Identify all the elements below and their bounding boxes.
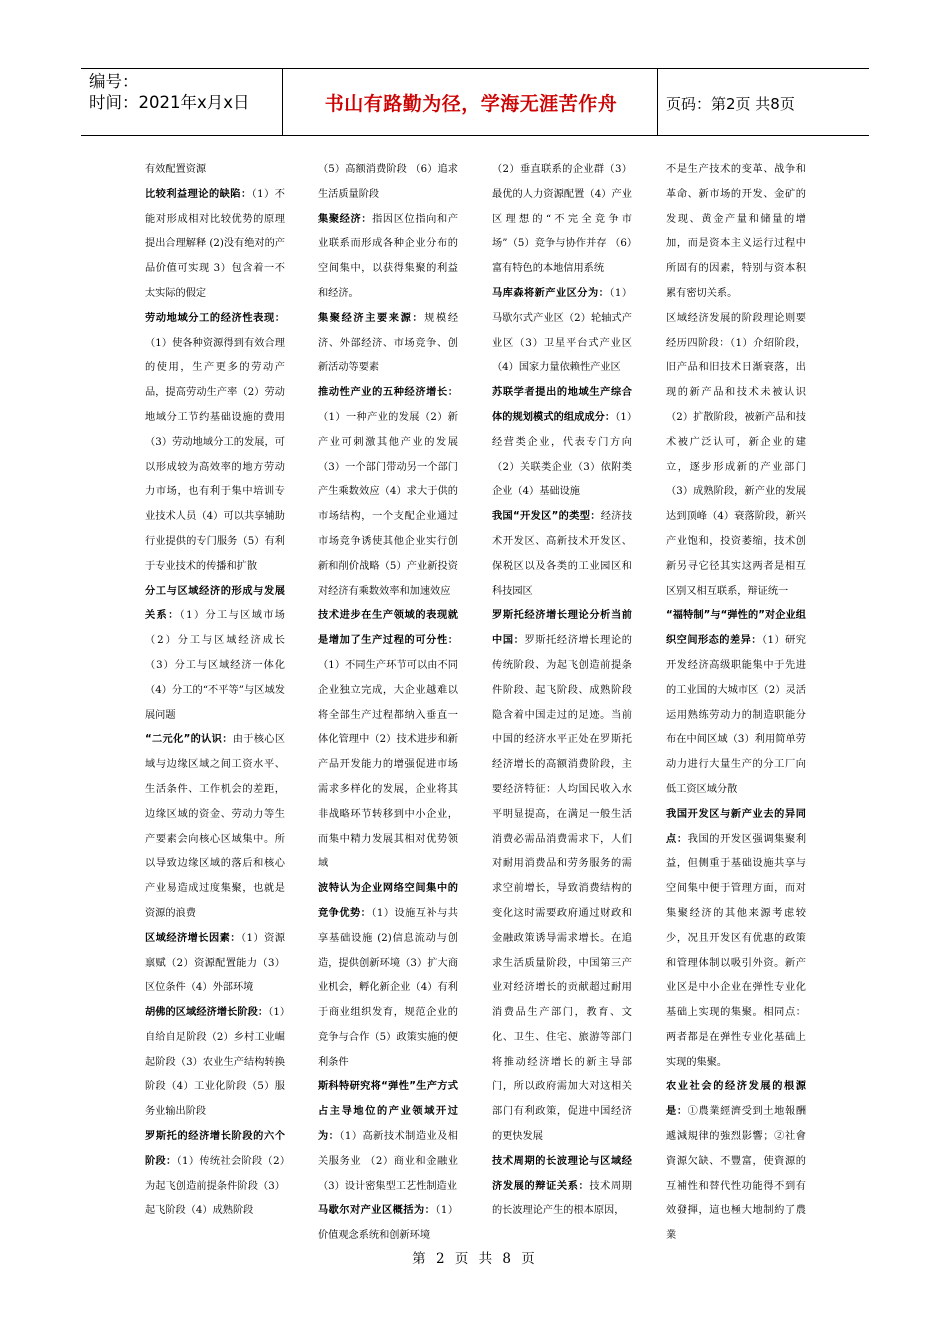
- header-motto: 书山有路勤为径，学海无涯苦作舟: [324, 93, 618, 115]
- paragraph-heading: 农业社会的经济发展的根源是：: [666, 1081, 806, 1118]
- paragraph: [492, 158, 632, 282]
- paragraph-text: 我国的开发区强调集聚利益，但侧重于基础设施共享与空间集中便于管理方面，而对集聚经济的其他来源考虑较少，况且开发区有优惠的政策和管理体制以吸引外资。新产业区是中小企业在弹性专业化基础上实现的集聚。相同点：两者都是在弹性专业化基础上实现的集聚。: [666, 833, 807, 1068]
- paragraph: [145, 580, 285, 729]
- paragraph: [318, 208, 458, 307]
- paragraph: [666, 803, 806, 1076]
- paragraph-text: （1）马歇尔式产业区（2）轮轴式产业区（3）卫星平台式产业区（4）国家力量依赖性产业区: [492, 287, 633, 374]
- paragraph-text: （5）高额消费阶段 （6）追求生活质量阶段: [318, 164, 458, 200]
- paragraph-text: 技术周期的长波理论产生的根本原因，: [492, 1180, 632, 1217]
- paragraph-text: （2）垂直联系的企业群（3）最优的人力资源配置（4）产业区理想的“不完全竞争市场”（5）竞争与协作并存 （6）富有特色的本地信用系统: [492, 164, 632, 275]
- document-number: 编号：: [89, 72, 139, 91]
- paragraph-text: 由于核心区域与边缘区域之间工资水平、生活条件、工作机会的差距，边缘区域的资金、劳动力等生产要素会向核心区域集中。所以导致边缘区域的落后和核心产业易造成过度集聚，也就是资源的浪费: [145, 734, 286, 919]
- paragraph-heading: 集聚经济：: [318, 213, 373, 225]
- paragraph-text: （1）分工与区域市场（2）分工与区域经济成长（3）分工与区域经济一体化（4）分工的“不平等”与区域发展问题: [145, 610, 285, 721]
- paragraph: [318, 877, 458, 1075]
- paragraph-text: （1）使各种资源得到有效合理的使用，生产更多的劳动产品，提高劳动生产率（2）劳动地域分工节约基础设施的费用（3）劳动地域分工的发展，可以形成较为高效率的地方劳动力市场，也有利于集中培训专业技术人员（4）可以共享辅助行业提供的专门服务（5）有利于专业技术的传播和扩散: [145, 337, 285, 572]
- text-column-4: [666, 158, 806, 1249]
- paragraph-heading: “二元化”的认识：: [145, 734, 233, 746]
- paragraph-text: （1）传统社会阶段（2）为起飞创造前提条件阶段（3）起飞阶段（4）成熟阶段: [145, 1155, 285, 1217]
- paragraph-text: （1）经营类企业，代表专门方向 （2）关联类企业（3）依附类企业（4）基础设施: [492, 411, 632, 498]
- page-footer: 第 2 页 共 8 页: [412, 1251, 538, 1267]
- paragraph-text: 区域经济发展的阶段理论则要经历四阶段：（1）介绍阶段，旧产品和旧技术日渐衰落，出现的新产品和技术未被认识（2）扩散阶段，被新产品和技术被广泛认可，新企业的建立，逐步形成新的产业部门（3）成熟阶段，新产业的发展达到顶峰（4）衰落阶段，新兴产业饱和，投资萎缩，技术创新另寻它径其实这两者是相互区别又相互联系，辩证统一: [666, 312, 806, 597]
- paragraph: [666, 158, 806, 307]
- paragraph-heading: 波特认为企业网络空间集中的竞争优势：: [318, 883, 458, 919]
- paragraph-heading: 技术进步在生产领域的表现就是增加了生产过程的可分性：: [318, 610, 458, 647]
- header-divider: [282, 69, 283, 135]
- paragraph: [145, 728, 285, 926]
- paragraph-heading: 马歇尔对产业区概括为：: [318, 1205, 436, 1217]
- paragraph: [492, 381, 632, 505]
- paragraph-heading: 斯科特研究将“弹性”生产方式占主导地位的产业领域开过为：: [318, 1081, 458, 1143]
- paragraph: [145, 158, 285, 183]
- document-date: 时间：2021年x月x日: [89, 93, 250, 112]
- paragraph: [492, 1150, 632, 1224]
- text-column-3: [492, 158, 632, 1224]
- paragraph-text: （1）价值观念系统和创新环境: [318, 1205, 459, 1242]
- paragraph: [318, 1199, 458, 1249]
- header-divider: [657, 69, 658, 135]
- paragraph-text: 规模经济、外部经济、市场竞争、创新活动等要素: [318, 312, 459, 374]
- header-meta: [89, 71, 250, 113]
- paragraph-heading: 技术周期的长波理论与区域经济发展的辩证关系：: [492, 1155, 632, 1192]
- paragraph: [318, 158, 458, 208]
- paragraph-text: （1）不能对形成相对比较优势的原理提出合理解释 (2)没有绝对的产品价值可实现 3）包含着一不太实际的假定: [145, 188, 285, 299]
- paragraph: [318, 604, 458, 877]
- paragraph-heading: 劳动地域分工的经济性表现：: [145, 312, 285, 324]
- paragraph: [492, 604, 632, 1150]
- paragraph-text: 不是生产技术的变革、战争和革命、新市场的开发、金矿的发现、黄金产量和储量的增加，而是资本主义运行过程中所固有的因素，特别与资本积累有密切关系。: [666, 164, 806, 299]
- paragraph-text: 指因区位指向和产业联系而形成各种企业分布的空间集中，以获得集聚的利益和经济。: [318, 213, 459, 299]
- paragraph: [318, 307, 458, 381]
- paragraph-text: （1）研究开发经济高级职能集中于先进的工业国的大城市区（2）灵活运用熟练劳动力的制造职能分布在中间区域（3）利用简单劳动力进行大量生产的分工厂向低工资区域分散: [666, 635, 806, 795]
- paragraph-text: 有效配置资源: [145, 164, 207, 175]
- paragraph-heading: 罗斯托经济增长理论分析当前中国：: [492, 610, 632, 647]
- page-header: [81, 68, 869, 136]
- paragraph-heading: 推动性产业的五种经济增长：: [318, 387, 458, 399]
- paragraph-heading: 罗斯托的经济增长阶段的六个阶段：: [145, 1131, 285, 1167]
- paragraph: [145, 1001, 285, 1125]
- paragraph: [666, 307, 806, 605]
- paragraph-heading: “福特制”与“弹性的”对企业组织空间形态的差异：: [666, 610, 806, 647]
- paragraph-heading: 比较利益理论的缺陷：: [145, 188, 252, 200]
- paragraph: [492, 282, 632, 381]
- paragraph-heading: 马库森将新产业区分为：: [492, 287, 610, 299]
- paragraph-heading: 分工与区域经济的形成与发展关系：: [145, 585, 285, 622]
- paragraph: [318, 1075, 458, 1199]
- paragraph-heading: 我国“开发区”的类型：: [492, 511, 601, 523]
- paragraph-text: （1）设施互补与共享基础设施 (2)信息流动与创造，提供创新环境（3）扩大商业机会，孵化新企业（4）有利于商业组织发育，规范企业的竞争与合作（5）政策实施的便利条件: [318, 907, 458, 1068]
- paragraph-text: ①農業經濟受到土地報酬遞減規律的強烈影響；②社會資源欠缺、不豐富，使資源的互補性和替代性功能得不到有效發揮，這也極大地制約了農業: [666, 1106, 807, 1242]
- paragraph-text: （1）不同生产环节可以由不同企业独立完成，大企业越难以将全部生产过程都纳入垂直一体化管理中（2）技术进步和新产品开发能力的增强促进市场需求多样化的发展，企业将其非战略环节转移到中小企业，而集中精力发展其相对优势领域: [318, 659, 458, 870]
- text-column-1: [145, 158, 285, 1224]
- paragraph-heading: 区域经济增长因素：: [145, 932, 241, 944]
- paragraph-text: 经济技术开发区、高新技术开发区、保税区以及各类的工业园区和科技园区: [492, 511, 633, 597]
- paragraph: [492, 505, 632, 604]
- text-column-2: [318, 158, 458, 1249]
- paragraph: [145, 307, 285, 580]
- paragraph-text: （1）高新技术制造业及相关服务业 （2）商业和金融业（3）设计密集型工艺性制造业: [318, 1131, 458, 1192]
- paragraph-heading: 苏联学者提出的地域生产综合体的规划模式的组成成分：: [492, 387, 632, 423]
- paragraph-text: （1）资源禀赋（2）资源配置能力（3）区位条件（4）外部环境: [145, 932, 285, 994]
- paragraph-heading: 集聚经济主要来源：: [318, 312, 425, 324]
- paragraph-text: 罗斯托经济增长理论的传统阶段、为起飞创造前提条件阶段、起飞阶段、成熟阶段隐含着中国走过的足迹。当前中国的经济水平正处在罗斯托经济增长的高额消费阶段，主要经济特征：人均国民收入水平明显提高，在满足一般生活消费必需品消费需求下，人们对耐用消费品和劳务服务的需求空前增长，导致消费结构的变化这时需要政府通过财政和金融政策诱导需求增长。在追求生活质量阶段，中国第三产业对经济增长的贡献超过耐用消费品生产部门，教育、文化、卫生、住宅、旅游等部门将推动经济增长的新主导部门，所以政府需加大对这相关部门有利政策，促进中国经济的更快发展: [492, 635, 632, 1143]
- paragraph: [318, 381, 458, 604]
- header-page-number: 页码：第2页 共8页: [666, 95, 795, 113]
- paragraph: [145, 927, 285, 1001]
- paragraph-heading: 我国开发区与新产业去的异同点：: [666, 808, 806, 845]
- paragraph: [145, 183, 285, 307]
- paragraph-text: （1）一种产业的发展（2）新产业可刺激其他产业的发展（3）一个部门带动另一个部门产生乘数效应（4）求大于供的市场结构，一个支配企业通过市场竞争诱使其他企业实行创新和削价战略（5）产业新投资对经济有乘数效率和加速效应: [318, 411, 458, 597]
- paragraph: [666, 1075, 806, 1249]
- paragraph-text: （1）自给自足阶段（2）乡村工业崛起阶段（3）农业生产结构转换阶段（4）工业化阶段（5）服务业输出阶段: [145, 1007, 285, 1118]
- paragraph: [666, 604, 806, 802]
- paragraph-heading: 胡佛的区域经济增长阶段：: [145, 1007, 269, 1019]
- paragraph: [145, 1125, 285, 1224]
